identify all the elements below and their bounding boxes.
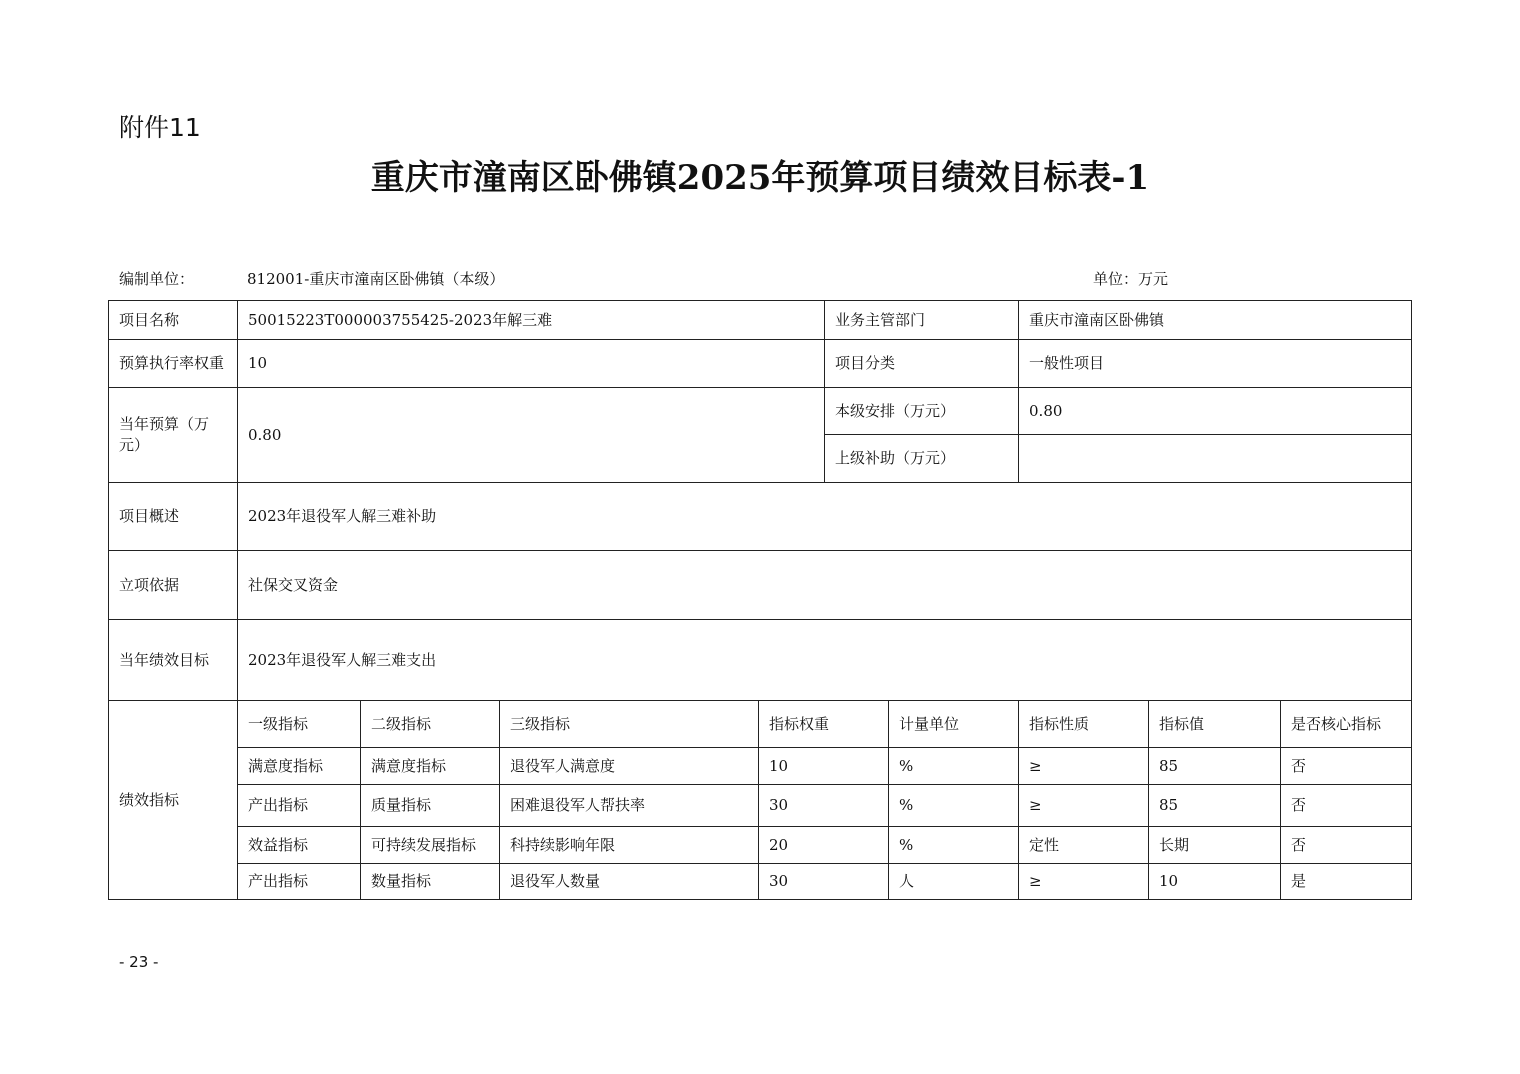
indicators-section-label: 绩效指标 xyxy=(109,701,238,900)
table-cell: 85 xyxy=(1149,748,1281,785)
header-cell: 一级指标 xyxy=(238,701,361,748)
table-cell: ≥ xyxy=(1019,748,1149,785)
page-title: 重庆市潼南区卧佛镇2025年预算项目绩效目标表-1 xyxy=(370,158,1150,198)
table-cell: 是 xyxy=(1281,864,1412,900)
basis-value: 社保交叉资金 xyxy=(238,551,1412,620)
attachment-label: 附件11 xyxy=(119,113,201,142)
table-cell: 效益指标 xyxy=(238,827,361,864)
dept-value: 重庆市潼南区卧佛镇 xyxy=(1019,301,1412,340)
table-cell: 困难退役军人帮扶率 xyxy=(500,785,759,827)
header-cell: 计量单位 xyxy=(889,701,1019,748)
table-cell: 85 xyxy=(1149,785,1281,827)
overview-label: 项目概述 xyxy=(109,483,238,551)
table-cell: 产出指标 xyxy=(238,785,361,827)
table-cell: 否 xyxy=(1281,748,1412,785)
table-cell: 退役军人数量 xyxy=(500,864,759,900)
header-cell: 是否核心指标 xyxy=(1281,701,1412,748)
indicator-header-row xyxy=(109,701,1412,748)
performance-table xyxy=(108,300,1412,900)
table-row xyxy=(109,340,1412,388)
table-cell: 否 xyxy=(1281,785,1412,827)
weight-label: 预算执行率权重 xyxy=(109,340,238,388)
local-label: 本级安排（万元） xyxy=(825,388,1019,435)
upper-value xyxy=(1019,435,1412,483)
page-number: - 23 - xyxy=(119,953,159,971)
dept-label: 业务主管部门 xyxy=(825,301,1019,340)
table-cell: 质量指标 xyxy=(361,785,500,827)
table-cell: % xyxy=(889,748,1019,785)
table-row xyxy=(109,388,1412,435)
indicator-row xyxy=(109,827,1412,864)
weight-value: 10 xyxy=(238,340,825,388)
currency-unit: 单位：万元 xyxy=(1093,270,1169,288)
table-row xyxy=(109,620,1412,701)
header-cell: 三级指标 xyxy=(500,701,759,748)
table-cell: 满意度指标 xyxy=(361,748,500,785)
table-cell: 10 xyxy=(759,748,889,785)
table-row xyxy=(109,301,1412,340)
table-row xyxy=(109,483,1412,551)
table-cell: 10 xyxy=(1149,864,1281,900)
header-cell: 指标权重 xyxy=(759,701,889,748)
table-cell: 30 xyxy=(759,864,889,900)
unit-value: 812001-重庆市潼南区卧佛镇（本级） xyxy=(247,270,505,288)
project-name-value: 50015223T000003755425-2023年解三难 xyxy=(238,301,825,340)
overview-value: 2023年退役军人解三难补助 xyxy=(238,483,1412,551)
table-cell: 数量指标 xyxy=(361,864,500,900)
local-value: 0.80 xyxy=(1019,388,1412,435)
category-value: 一般性项目 xyxy=(1019,340,1412,388)
table-cell: 20 xyxy=(759,827,889,864)
table-cell: 定性 xyxy=(1019,827,1149,864)
table-cell: 科持续影响年限 xyxy=(500,827,759,864)
indicator-row xyxy=(109,748,1412,785)
goal-label: 当年绩效目标 xyxy=(109,620,238,701)
table-cell: 否 xyxy=(1281,827,1412,864)
basis-label: 立项依据 xyxy=(109,551,238,620)
unit-label: 编制单位： xyxy=(119,270,195,288)
indicator-row xyxy=(109,785,1412,827)
project-name-label: 项目名称 xyxy=(109,301,238,340)
table-cell: ≥ xyxy=(1019,785,1149,827)
table-cell: % xyxy=(889,785,1019,827)
table-cell: 退役军人满意度 xyxy=(500,748,759,785)
category-label: 项目分类 xyxy=(825,340,1019,388)
table-cell: % xyxy=(889,827,1019,864)
table-cell: 可持续发展指标 xyxy=(361,827,500,864)
indicator-row xyxy=(109,864,1412,900)
table-cell: 长期 xyxy=(1149,827,1281,864)
goal-value: 2023年退役军人解三难支出 xyxy=(238,620,1412,701)
header-cell: 指标性质 xyxy=(1019,701,1149,748)
header-cell: 指标值 xyxy=(1149,701,1281,748)
table-cell: 产出指标 xyxy=(238,864,361,900)
table-cell: ≥ xyxy=(1019,864,1149,900)
budget-label: 当年预算（万元） xyxy=(109,388,238,483)
table-cell: 满意度指标 xyxy=(238,748,361,785)
header-cell: 二级指标 xyxy=(361,701,500,748)
upper-label: 上级补助（万元） xyxy=(825,435,1019,483)
table-cell: 30 xyxy=(759,785,889,827)
table-row xyxy=(109,551,1412,620)
table-cell: 人 xyxy=(889,864,1019,900)
budget-value: 0.80 xyxy=(238,388,825,483)
